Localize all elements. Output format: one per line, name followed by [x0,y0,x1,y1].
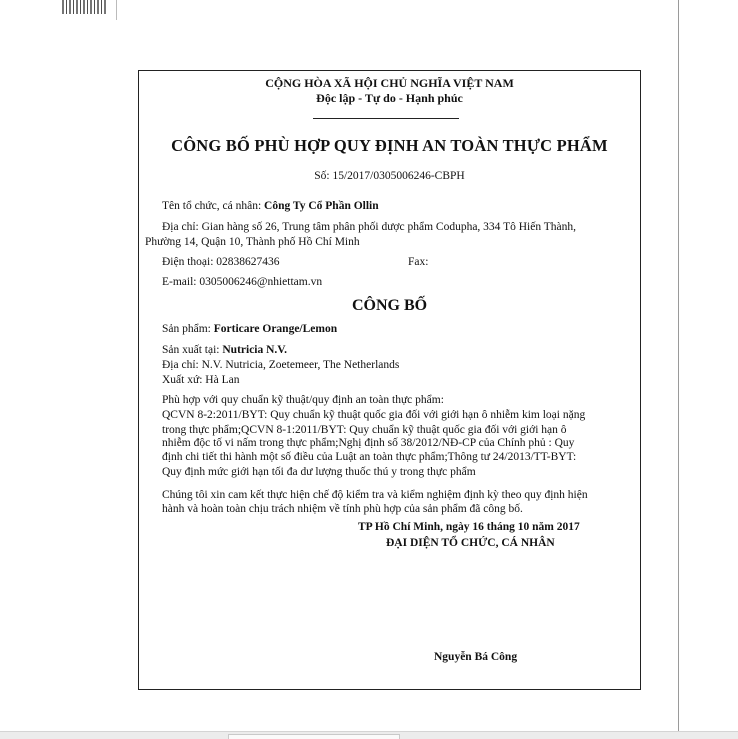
org-name-value: Công Ty Cổ Phần Ollin [264,200,379,212]
org-fax: Fax: [408,256,429,268]
org-address-line1: Địa chỉ: Gian hàng số 26, Trung tâm phân phối dược phẩm Codupha, 334 Tô Hiến Thành, [162,221,577,233]
commitment-line2: hành và hoàn toàn chịu trách nhiệm về tính phù hợp của sản phẩm đã công bố. [162,503,523,515]
product-row [162,322,337,336]
bottom-scrollbar-thumb[interactable] [228,734,400,739]
org-phone: Điện thoại: 02838627436 [162,256,280,268]
announce-heading: CÔNG BỐ [351,297,428,314]
compliance-line: định chi tiết thi hành một số điều của Luật an toàn thực phẩm;Thông tư 24/2013/TT-BYT: [162,451,577,463]
org-name-row [162,199,379,213]
signature-name: Nguyễn Bá Công [434,651,518,663]
product-label: Sản phẩm: [162,323,211,335]
document-title: CÔNG BỐ PHÙ HỢP QUY ĐỊNH AN TOÀN THỰC PHẨM [171,136,608,155]
org-address-line2: Phường 14, Quận 10, Thành phố Hồ Chí Minh [145,236,360,248]
manufacturer-origin: Xuất xứ: Hà Lan [162,374,240,386]
signature-place-date: TP Hồ Chí Minh, ngày 16 tháng 10 năm 2017 [358,521,580,533]
qr-code-fragment [62,0,108,14]
document-number: Số: 15/2017/0305006246-CBPH [314,170,465,182]
signature-role: ĐẠI DIỆN TỔ CHỨC, CÁ NHÂN [386,537,555,549]
org-name-label: Tên tổ chức, cá nhân: [162,200,262,212]
header-underline [313,118,459,119]
page-edge [678,0,679,735]
scan-edge-line [116,0,117,20]
commitment-line1: Chúng tôi xin cam kết thực hiện chế độ kiểm tra và kiểm nghiệm định kỳ theo quy định hiện [162,489,588,501]
nation-header: CỘNG HÒA XÃ HỘI CHỦ NGHĨA VIỆT NAM [265,76,514,90]
compliance-intro: Phù hợp với quy chuẩn kỹ thuật/quy định an toàn thực phẩm: [162,394,444,406]
manufacturer-row [162,343,287,357]
product-value: Forticare Orange/Lemon [213,323,338,335]
manufacturer-value: Nutricia N.V. [222,344,288,356]
compliance-line: trong thực phẩm;QCVN 8-1:2011/BYT: Quy chuẩn kỹ thuật quốc gia đối với giới hạn ô [162,424,567,436]
compliance-line: QCVN 8-2:2011/BYT: Quy chuẩn kỹ thuật quốc gia đối với giới hạn ô nhiễm kim loại nặng [162,409,586,421]
compliance-line: nhiễm độc tố vi nấm trong thực phẩm;Nghị định số 38/2012/NĐ-CP của Chính phủ : Quy [162,437,575,449]
manufacturer-address: Địa chỉ: N.V. Nutricia, Zoetemeer, The Netherlands [162,359,400,371]
compliance-line: Quy định mức giới hạn tối đa dư lượng thuốc thú y trong thực phẩm [162,466,476,478]
org-email: E-mail: 0305006246@nhiettam.vn [162,276,323,288]
manufacturer-label: Sản xuất tại: [162,344,220,356]
motto-header: Độc lập - Tự do - Hạnh phúc [316,91,463,105]
